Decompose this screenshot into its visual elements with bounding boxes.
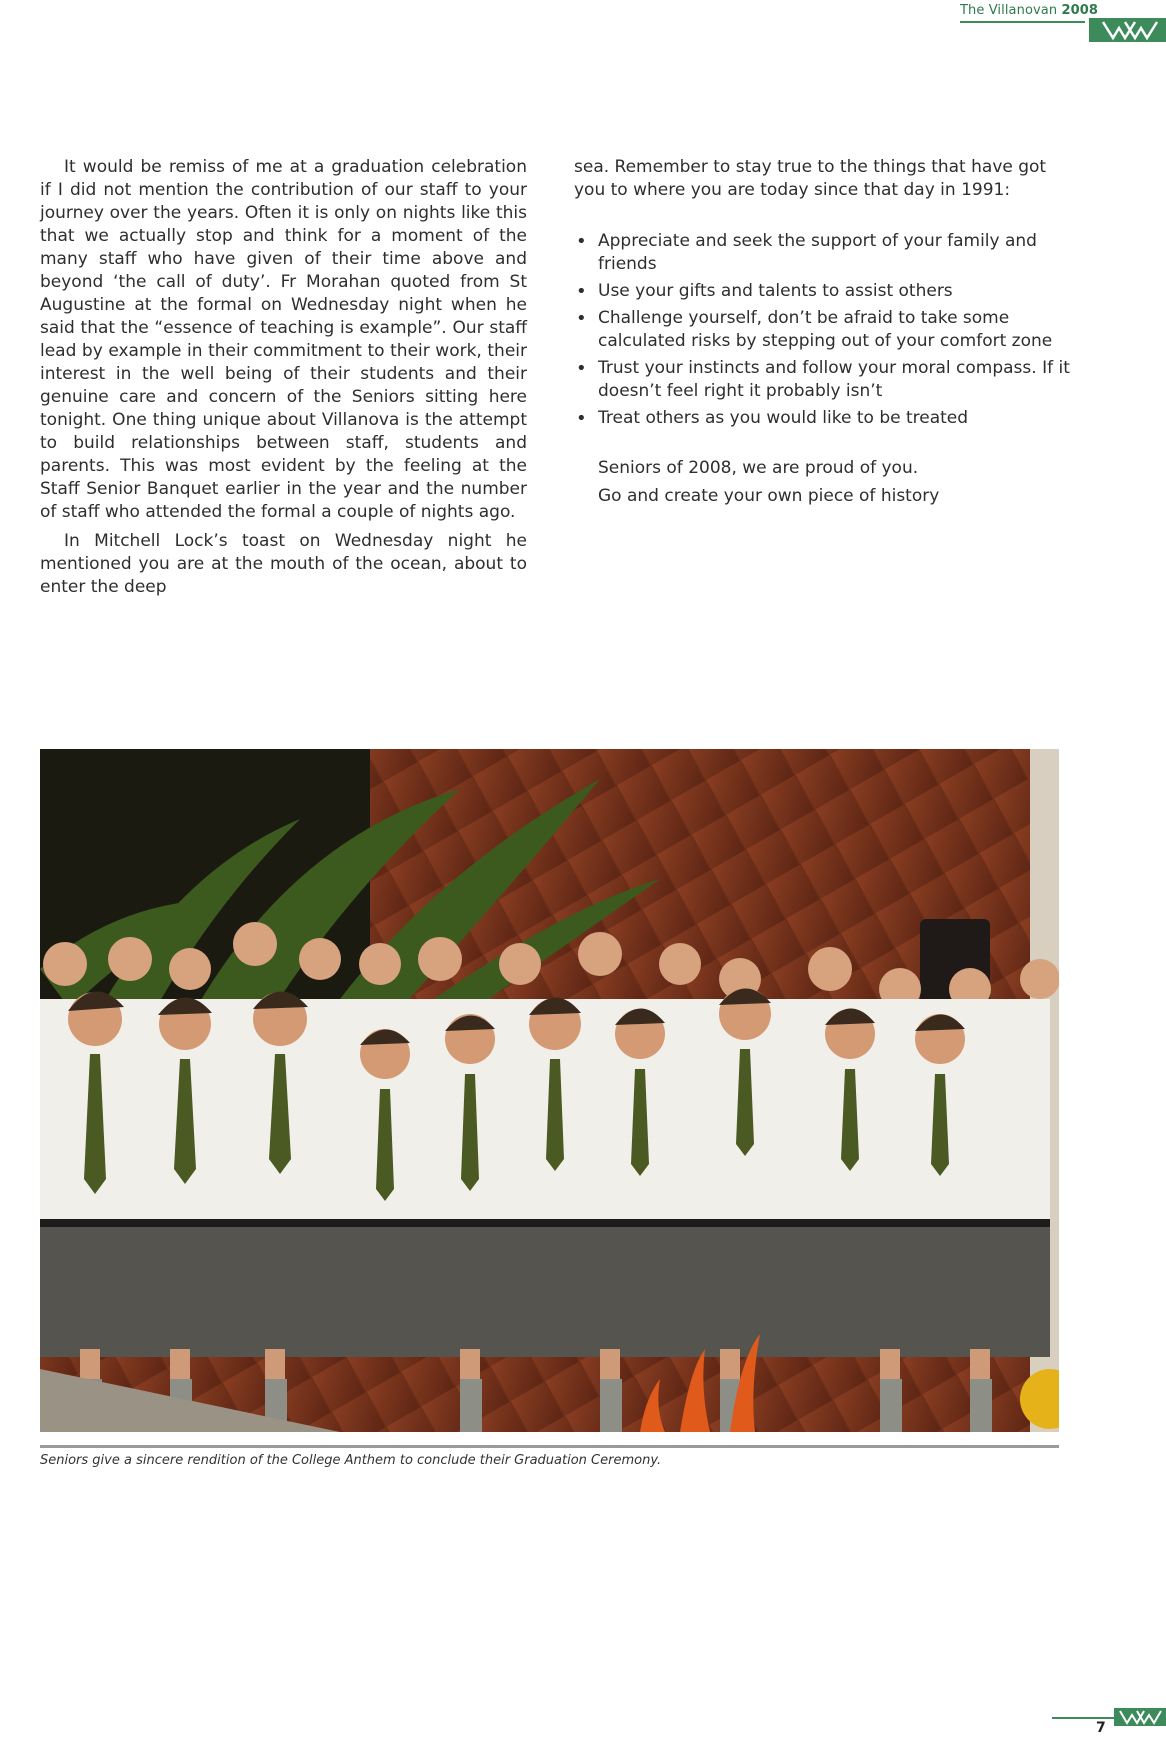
list-item — [574, 280, 1074, 303]
closing-line-history: Go and create your own piece of history — [598, 486, 940, 506]
list-item — [574, 407, 1074, 430]
advice-list — [574, 230, 1074, 430]
page-number: 7 — [1096, 1720, 1106, 1736]
footer-rule — [1052, 1717, 1114, 1719]
list-item-text: Trust your instincts and follow your moral compass. If it doesn’t feel right it probably isn’t — [598, 358, 1070, 401]
bullet-dot-icon: • — [576, 408, 587, 429]
article-right-column — [574, 156, 1074, 510]
caption-rule — [40, 1445, 1059, 1448]
list-item-text: Appreciate and seek the support of your family and friends — [598, 231, 1037, 274]
list-item-text: Use your gifts and talents to assist others — [598, 281, 953, 301]
bullet-dot-icon: • — [576, 308, 587, 329]
closing-lines — [574, 454, 1074, 510]
publication-title — [960, 3, 1098, 18]
bullet-dot-icon: • — [576, 358, 587, 379]
list-item — [574, 230, 1074, 276]
villanova-vv-logo-icon — [1089, 18, 1166, 42]
bullet-dot-icon: • — [576, 281, 587, 302]
paragraph-toast: In Mitchell Lock’s toast on Wednesday night he mentioned you are at the mouth of the ocean, about to enter the deep — [40, 531, 527, 597]
photo-caption: Seniors give a sincere rendition of the College Anthem to conclude their Graduation Ceremony. — [40, 1453, 662, 1468]
seniors-singing-photo — [40, 749, 1059, 1432]
list-item — [574, 307, 1074, 353]
publication-year: 2008 — [1061, 3, 1099, 18]
page-header — [0, 0, 1166, 46]
header-rule — [960, 21, 1085, 23]
villanova-vv-logo-icon — [1114, 1708, 1166, 1726]
publication-name: The Villanovan — [960, 3, 1058, 18]
closing-line-proud: Seniors of 2008, we are proud of you. — [598, 458, 919, 478]
list-item-text: Challenge yourself, don’t be afraid to take some calculated risks by stepping out of your comfort zone — [598, 308, 1053, 351]
list-item-text: Treat others as you would like to be treated — [598, 408, 969, 428]
article-left-column — [40, 156, 527, 599]
list-item — [574, 357, 1074, 403]
bullet-dot-icon: • — [576, 231, 587, 252]
paragraph-staff-contribution: It would be remiss of me at a graduation celebration if I did not mention the contribution of our staff to your journey over the years. Often it is only on nights like this that we actually stop and think for a moment of the many staff who have given of their time above and beyond ‘the call of duty’. Fr Morahan quoted from St Augustine at the formal on Wednesday night when he said that the “essence of teaching is example”. Our staff lead by example in their commitment to their work, their interest in the well being of their students and their genuine care and concern of the Seniors sitting here tonight. One thing unique about Villanova is the attempt to build relationships between staff, students and parents. This was most evident by the feeling at the Staff Senior Banquet earlier in the year and the number of staff who attended the formal a couple of nights ago. — [40, 157, 527, 522]
paragraph-intro: sea. Remember to stay true to the things that have got you to where you are today since that day in 1991: — [574, 157, 1047, 200]
